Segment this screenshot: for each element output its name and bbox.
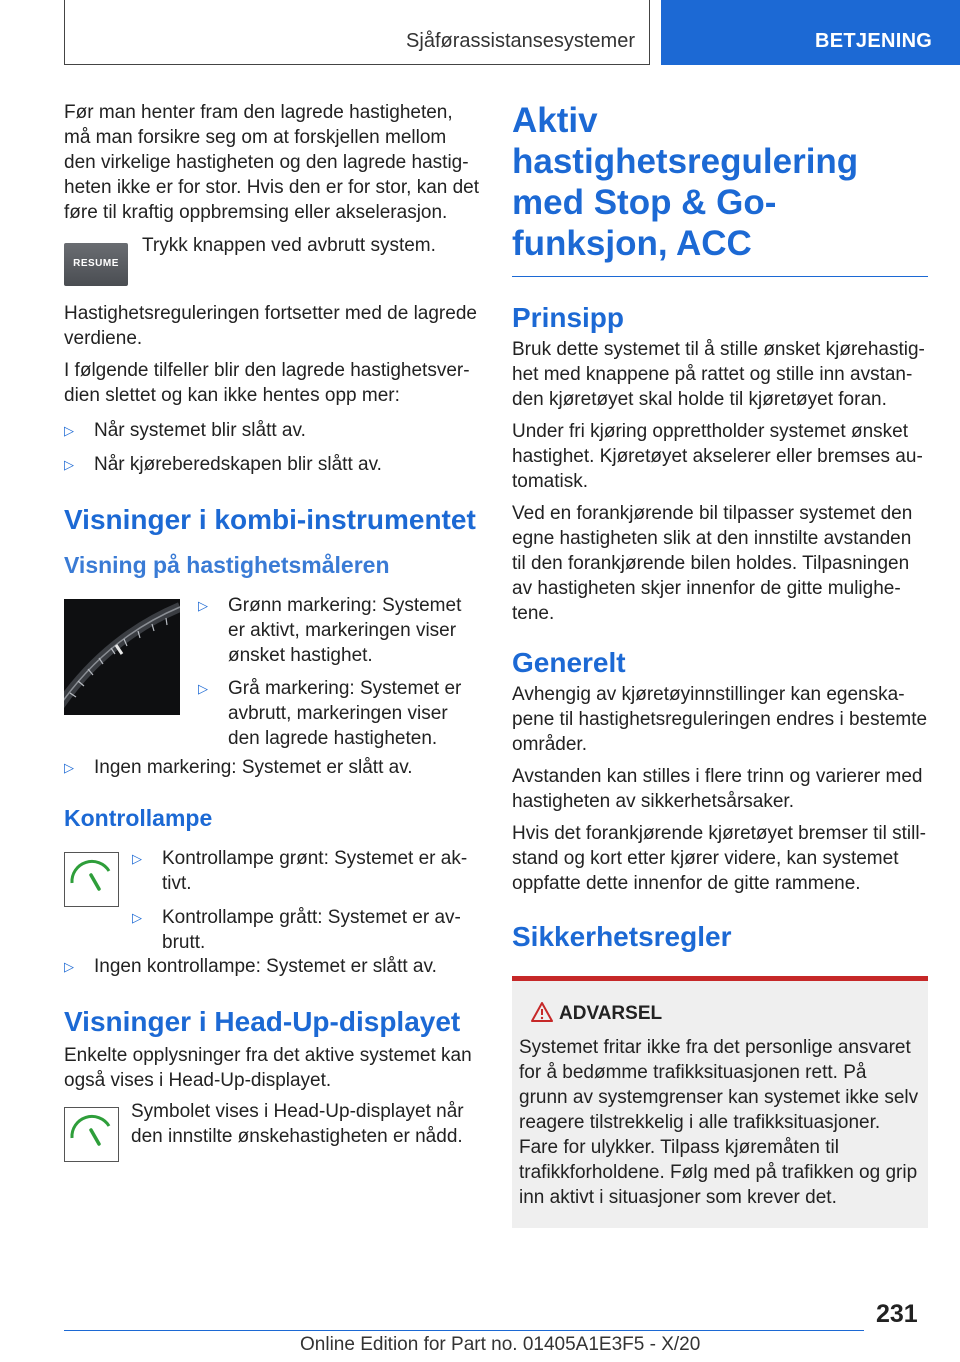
- header-section-tab: [64, 0, 650, 65]
- intro-paragraph: Før man henter fram den lagrede hastigheten, må man forsikre seg om at forskjellen mellom den virkelige hastigheten og den lagrede hastigheten ikke er for stor. Hvis den er for stor, kan det føre til kraftig oppbremsing eller akselerasjon.: [64, 102, 480, 223]
- triangle-bullet-icon: ▷: [198, 598, 208, 613]
- speedometer-lamp-icon: [65, 853, 118, 906]
- triangle-bullet-icon: ▷: [132, 851, 142, 866]
- list-item: ▷ Ingen markering: Systemet er slått av.: [64, 757, 413, 778]
- hud-speed-icon: [65, 1108, 118, 1161]
- hud-text: Enkelte opplysninger fra det aktive systemet kan også vises i Head-Up-displayet.: [64, 1045, 472, 1091]
- prinsipp-p3: Ved en forankjørende bil tilpasser systemet den egne hastigheten slik at den innstilte avstanden til den forankjørende bilen holdes. Tilpasningen av hastigheten skjer innenfor de gitte mulighetene.: [512, 503, 913, 624]
- lamp-row: [64, 846, 480, 954]
- lamp-image: [64, 852, 119, 907]
- right-column: [512, 100, 928, 1228]
- heading-kombi: Visninger i kombi-instrumentet: [64, 504, 476, 535]
- hud-symbol-text: Symbolet vises i Head-Up-displayet når den innstilte ønskehastigheten er nådd.: [131, 1101, 464, 1147]
- left-column: [64, 100, 480, 1165]
- triangle-bullet-icon: ▷: [132, 910, 142, 925]
- list-item: ▷ Ingen kontrollampe: Systemet er slått av.: [64, 956, 437, 977]
- list-item: ▷ Grønn markering: Systemet er aktivt, markeringen viser ønsket hastighet.: [198, 595, 462, 666]
- list-item: ▷ Kontrollampe grått: Systemet er avbrutt.: [132, 907, 461, 953]
- triangle-bullet-icon: ▷: [64, 423, 74, 438]
- header-section-title: Sjåførassistansesystemer: [406, 30, 635, 52]
- heading-sikkerhet: Sikkerhetsregler: [512, 921, 732, 952]
- warning-box: [512, 976, 928, 1228]
- list-item: ▷ Grå markering: Systemet er avbrutt, markeringen viser den lagrede hastigheten.: [198, 678, 462, 749]
- triangle-bullet-icon: ▷: [64, 760, 74, 775]
- deleted-text: I følgende tilfeller blir den lagrede hastighetsverdien slettet og kan ikke hentes opp mer:: [64, 360, 470, 406]
- footer-divider: [64, 1330, 864, 1331]
- title-divider: [512, 276, 928, 277]
- page-number: 231: [876, 1300, 918, 1328]
- generelt-p2: Avstanden kan stilles i flere trinn og varierer med hastigheten av sikkerhetsårsaker.: [512, 766, 923, 812]
- warning-title-row: [519, 1003, 920, 1029]
- triangle-bullet-icon: ▷: [64, 959, 74, 974]
- speedo-row: [64, 593, 480, 755]
- resume-text: Trykk knappen ved avbrutt system.: [142, 235, 436, 256]
- speedometer-image: [64, 599, 180, 715]
- resume-button-image: [64, 243, 128, 286]
- resume-label: RESUME: [73, 258, 119, 269]
- warning-text: Systemet fritar ikke fra det personlige ansvaret for å bedømme trafikksituasjonen rett. På grunn av systemgrenser kan systemet ikke selv reagere tilstrekkelig i alle trafikksituasjoner. Fare for ulykker. Tilpass kjøremåten til trafikkforholdene. Følg med på trafikken og grip inn aktivt i situasjoner som krever det.: [519, 1037, 919, 1208]
- list-item: ▷ Kontrollampe grønt: Systemet er aktivt.: [132, 848, 468, 894]
- footer-edition: Online Edition for Part no. 01405A1E3F5 - X/20: [300, 1334, 701, 1355]
- heading-prinsipp: Prinsipp: [512, 302, 625, 333]
- list-item: ▷ Når kjøreberedskapen blir slått av.: [64, 454, 382, 475]
- heading-kontrollampe: Kontrollampe: [64, 805, 213, 831]
- resume-row: [64, 235, 480, 297]
- hud-row: [64, 1101, 480, 1165]
- warning-title: ADVARSEL: [559, 1003, 663, 1024]
- hud-symbol-image: [64, 1107, 119, 1162]
- list-item: ▷ Når systemet blir slått av.: [64, 420, 306, 441]
- prinsipp-p1: Bruk dette systemet til å stille ønsket kjørehastighet med knappene på rattet og stille inn avstanden kjøretøyet skal holde til kjøretøyet foran.: [512, 339, 925, 410]
- prinsipp-p2: Under fri kjøring opprettholder systemet ønsket hastighet. Kjøretøyet akselerer eller bremses automatisk.: [512, 421, 923, 492]
- generelt-p1: Avhengig av kjøretøyinnstillinger kan egenskapene til hastighetsreguleringen endres i bestemte områder.: [512, 684, 928, 755]
- continue-text: Hastighetsreguleringen fortsetter med de lagrede verdiene.: [64, 303, 477, 349]
- lamp-bullets: [132, 846, 480, 963]
- heading-generelt: Generelt: [512, 647, 626, 678]
- speedo-bullets: [198, 593, 480, 759]
- triangle-bullet-icon: ▷: [198, 681, 208, 696]
- heading-speedo: Visning på hastighetsmåleren: [64, 552, 390, 578]
- heading-hud: Visninger i Head-Up-displayet: [64, 1006, 461, 1037]
- generelt-p3: Hvis det forankjørende kjøretøyet bremser til stillstand og kort etter kjører videre, kan systemet oppfatte dette innenfor de gitte rammene.: [512, 823, 926, 894]
- header-chapter-title: BETJENING: [815, 30, 933, 52]
- triangle-bullet-icon: ▷: [64, 457, 74, 472]
- header-chapter-tab: [661, 0, 960, 65]
- warning-triangle-icon: [530, 1001, 554, 1023]
- page-title: Aktiv hastighetsregulering med Stop & Go-funksjon, ACC: [512, 101, 859, 263]
